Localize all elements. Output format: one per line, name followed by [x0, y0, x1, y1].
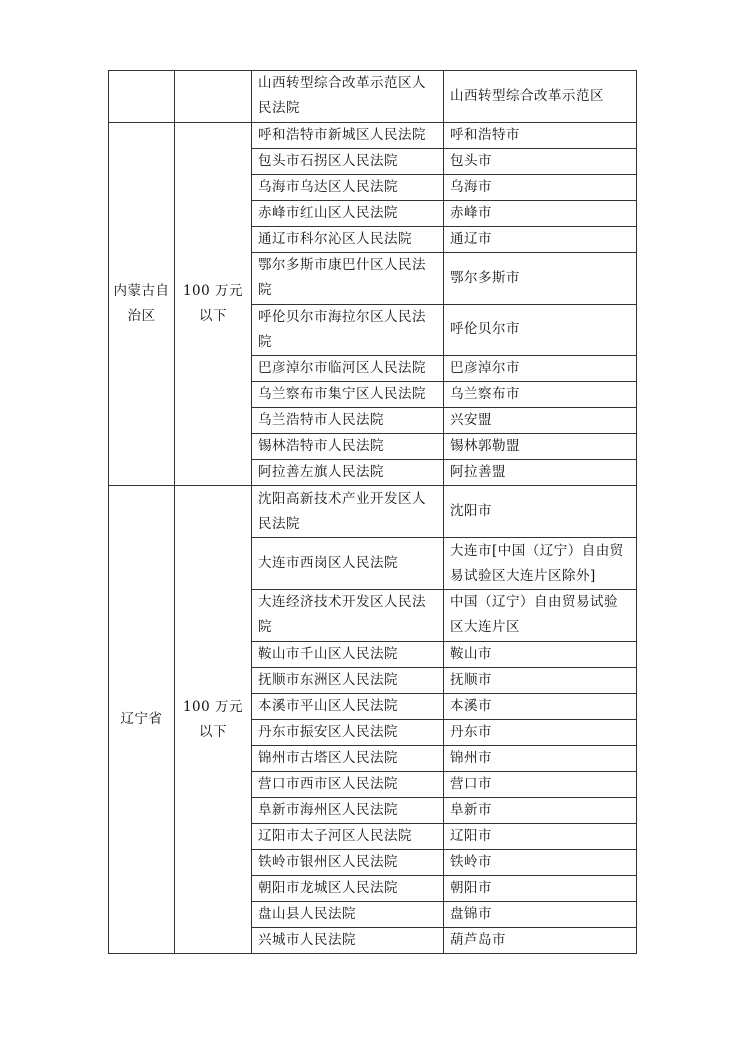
court-name-cell: 乌兰察布市集宁区人民法院 [252, 382, 444, 408]
court-name-cell: 本溪市平山区人民法院 [252, 693, 444, 719]
court-name-cell: 沈阳高新技术产业开发区人民法院 [252, 486, 444, 538]
table-row [109, 71, 637, 123]
jurisdiction-area-cell: 大连市[中国（辽宁）自由贸易试验区大连片区除外] [444, 538, 637, 590]
jurisdiction-area-cell: 铁岭市 [444, 849, 637, 875]
jurisdiction-area-cell: 乌兰察布市 [444, 382, 637, 408]
court-name-cell: 阜新市海州区人民法院 [252, 797, 444, 823]
court-name-cell: 山西转型综合改革示范区人民法院 [252, 71, 444, 123]
jurisdiction-area-cell: 阿拉善盟 [444, 460, 637, 486]
court-name-cell: 大连经济技术开发区人民法院 [252, 589, 444, 641]
jurisdiction-area-cell: 朝阳市 [444, 875, 637, 901]
jurisdiction-area-cell: 阜新市 [444, 797, 637, 823]
court-name-cell: 丹东市振安区人民法院 [252, 719, 444, 745]
court-name-cell: 鄂尔多斯市康巴什区人民法院 [252, 252, 444, 304]
jurisdiction-area-cell: 锡林郭勒盟 [444, 434, 637, 460]
amount-cell: 100 万元以下 [175, 122, 252, 486]
court-name-cell: 呼和浩特市新城区人民法院 [252, 122, 444, 148]
court-name-cell: 通辽市科尔沁区人民法院 [252, 226, 444, 252]
jurisdiction-area-cell: 盘锦市 [444, 901, 637, 927]
court-jurisdiction-table [108, 70, 637, 954]
jurisdiction-area-cell: 兴安盟 [444, 408, 637, 434]
court-name-cell: 营口市西市区人民法院 [252, 771, 444, 797]
court-name-cell: 锡林浩特市人民法院 [252, 434, 444, 460]
court-name-cell: 阿拉善左旗人民法院 [252, 460, 444, 486]
court-name-cell: 呼伦贝尔市海拉尔区人民法院 [252, 304, 444, 356]
court-name-cell: 包头市石拐区人民法院 [252, 148, 444, 174]
jurisdiction-area-cell: 呼和浩特市 [444, 122, 637, 148]
jurisdiction-area-cell: 营口市 [444, 771, 637, 797]
court-name-cell: 朝阳市龙城区人民法院 [252, 875, 444, 901]
court-name-cell: 盘山县人民法院 [252, 901, 444, 927]
jurisdiction-area-cell: 中国（辽宁）自由贸易试验区大连片区 [444, 589, 637, 641]
jurisdiction-area-cell: 鄂尔多斯市 [444, 252, 637, 304]
jurisdiction-area-cell: 山西转型综合改革示范区 [444, 71, 637, 123]
court-name-cell: 赤峰市红山区人民法院 [252, 200, 444, 226]
jurisdiction-area-cell: 抚顺市 [444, 667, 637, 693]
court-name-cell: 锦州市古塔区人民法院 [252, 745, 444, 771]
jurisdiction-area-cell: 沈阳市 [444, 486, 637, 538]
court-name-cell: 巴彦淖尔市临河区人民法院 [252, 356, 444, 382]
court-name-cell: 铁岭市银州区人民法院 [252, 849, 444, 875]
amount-cell [175, 71, 252, 123]
jurisdiction-area-cell: 包头市 [444, 148, 637, 174]
jurisdiction-area-cell: 乌海市 [444, 174, 637, 200]
jurisdiction-area-cell: 锦州市 [444, 745, 637, 771]
jurisdiction-area-cell: 赤峰市 [444, 200, 637, 226]
court-name-cell: 乌兰浩特市人民法院 [252, 408, 444, 434]
jurisdiction-area-cell: 辽阳市 [444, 823, 637, 849]
court-name-cell: 鞍山市千山区人民法院 [252, 641, 444, 667]
table-row [109, 122, 637, 148]
court-name-cell: 抚顺市东洲区人民法院 [252, 667, 444, 693]
jurisdiction-area-cell: 葫芦岛市 [444, 927, 637, 953]
jurisdiction-area-cell: 呼伦贝尔市 [444, 304, 637, 356]
court-name-cell: 乌海市乌达区人民法院 [252, 174, 444, 200]
jurisdiction-area-cell: 本溪市 [444, 693, 637, 719]
table-body [109, 71, 637, 954]
table-row [109, 486, 637, 538]
court-name-cell: 辽阳市太子河区人民法院 [252, 823, 444, 849]
region-cell [109, 71, 175, 123]
court-name-cell: 大连市西岗区人民法院 [252, 538, 444, 590]
region-cell: 辽宁省 [109, 486, 175, 953]
amount-cell: 100 万元以下 [175, 486, 252, 953]
jurisdiction-area-cell: 巴彦淖尔市 [444, 356, 637, 382]
jurisdiction-area-cell: 丹东市 [444, 719, 637, 745]
jurisdiction-area-cell: 通辽市 [444, 226, 637, 252]
jurisdiction-area-cell: 鞍山市 [444, 641, 637, 667]
court-name-cell: 兴城市人民法院 [252, 927, 444, 953]
region-cell: 内蒙古自治区 [109, 122, 175, 486]
